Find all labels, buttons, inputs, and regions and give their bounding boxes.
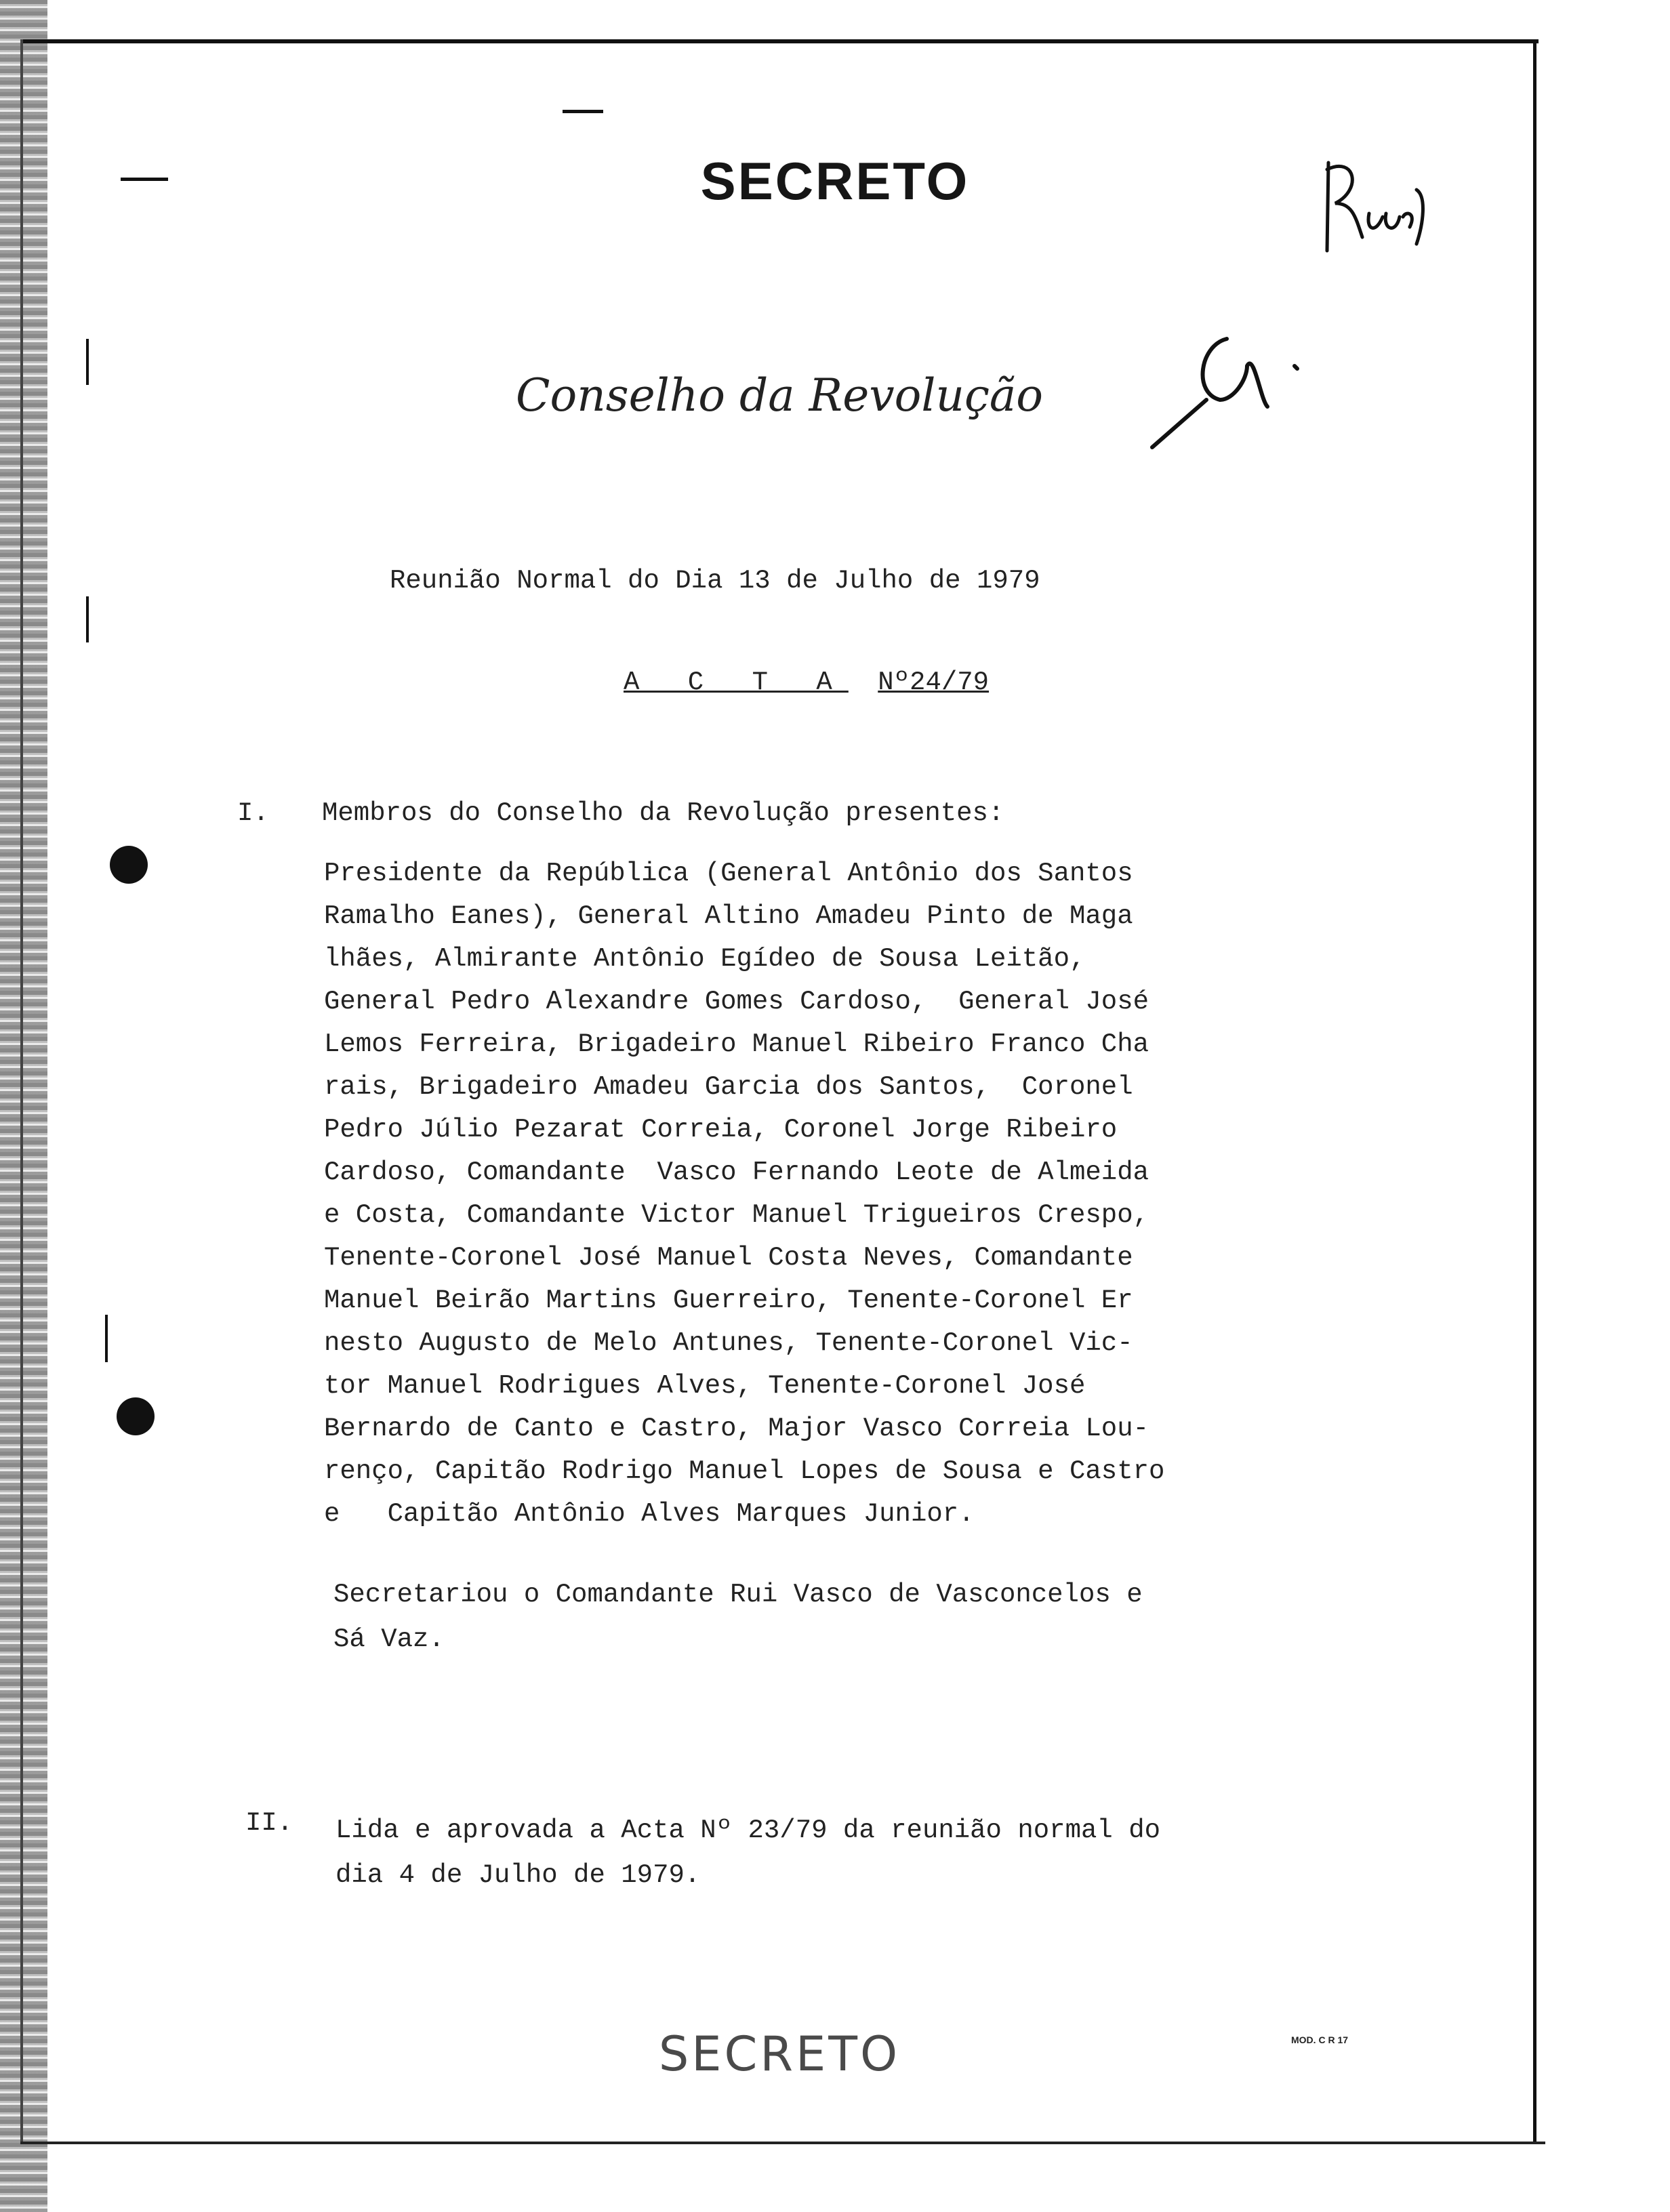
punch-hole bbox=[110, 846, 148, 884]
secretary-paragraph bbox=[333, 1572, 1269, 1662]
frame-right-border bbox=[1533, 39, 1536, 2144]
frame-bottom-border bbox=[20, 2142, 1545, 2144]
section-1-numeral: I. bbox=[237, 798, 269, 828]
members-line: e Costa, Comandante Victor Manuel Trigueiros Crespo, bbox=[324, 1200, 1149, 1230]
acta-number: Nº24/79 bbox=[878, 668, 990, 697]
form-code: MOD. C R 17 bbox=[1291, 2034, 1349, 2045]
members-line: nesto Augusto de Melo Antunes, Tenente-Coronel Vic- bbox=[324, 1328, 1133, 1358]
members-line: Pedro Júlio Pezarat Correia, Coronel Jorge Ribeiro bbox=[324, 1115, 1118, 1145]
members-line: Tenente-Coronel José Manuel Costa Neves, Comandante bbox=[324, 1243, 1133, 1273]
classification-stamp-top: SECRETO bbox=[700, 151, 970, 211]
members-line: renço, Capitão Rodrigo Manuel Lopes de Sousa e Castro bbox=[324, 1456, 1165, 1486]
stray-mark bbox=[563, 110, 603, 113]
council-letterhead: Conselho da Revolução bbox=[515, 369, 1043, 422]
members-list bbox=[324, 853, 1273, 1536]
members-line: Presidente da República (General Antônio dos Santos bbox=[324, 859, 1133, 888]
acta-label: A C T A bbox=[624, 668, 849, 697]
handwritten-mark bbox=[1145, 325, 1308, 454]
section-1-heading: Membros do Conselho da Revolução presentes: bbox=[322, 798, 1004, 828]
secretary-line: Secretariou o Comandante Rui Vasco de Vasconcelos e bbox=[333, 1580, 1143, 1610]
members-line: e Capitão Antônio Alves Marques Junior. bbox=[324, 1499, 975, 1529]
members-line: tor Manuel Rodrigues Alves, Tenente-Coronel José bbox=[324, 1371, 1086, 1401]
members-line: Cardoso, Comandante Vasco Fernando Leote de Almeida bbox=[324, 1158, 1149, 1187]
frame-top-border bbox=[20, 39, 1539, 43]
section-2-line: dia 4 de Julho de 1979. bbox=[335, 1860, 701, 1890]
members-line: General Pedro Alexandre Gomes Cardoso, General José bbox=[324, 987, 1149, 1017]
section-2-line: Lida e aprovada a Acta Nº 23/79 da reunião normal do bbox=[335, 1816, 1160, 1845]
margin-tick bbox=[86, 596, 89, 642]
members-line: Ramalho Eanes), General Altino Amadeu Pinto de Maga bbox=[324, 901, 1133, 931]
meeting-title: Reunião Normal do Dia 13 de Julho de 1979 bbox=[390, 566, 1040, 596]
secretary-line: Sá Vaz. bbox=[333, 1624, 445, 1654]
members-line: Manuel Beirão Martins Guerreiro, Tenente-Coronel Er bbox=[324, 1286, 1133, 1315]
members-line: lhães, Almirante Antônio Egídeo de Sousa Leitão, bbox=[324, 944, 1086, 974]
frame-left-border bbox=[20, 39, 23, 2144]
margin-tick bbox=[105, 1315, 108, 1362]
handwritten-initials bbox=[1315, 149, 1437, 264]
scan-edge-left bbox=[0, 0, 47, 2212]
section-2-text bbox=[335, 1808, 1271, 1898]
acta-heading bbox=[624, 668, 989, 697]
members-line: Bernardo de Canto e Castro, Major Vasco Correia Lou- bbox=[324, 1414, 1149, 1443]
punch-hole bbox=[117, 1397, 155, 1435]
classification-stamp-bottom: SECRETO bbox=[658, 2026, 901, 2082]
section-2-numeral: II. bbox=[245, 1808, 293, 1838]
members-line: rais, Brigadeiro Amadeu Garcia dos Santos, Coronel bbox=[324, 1072, 1133, 1102]
members-line: Lemos Ferreira, Brigadeiro Manuel Ribeiro Franco Cha bbox=[324, 1029, 1149, 1059]
